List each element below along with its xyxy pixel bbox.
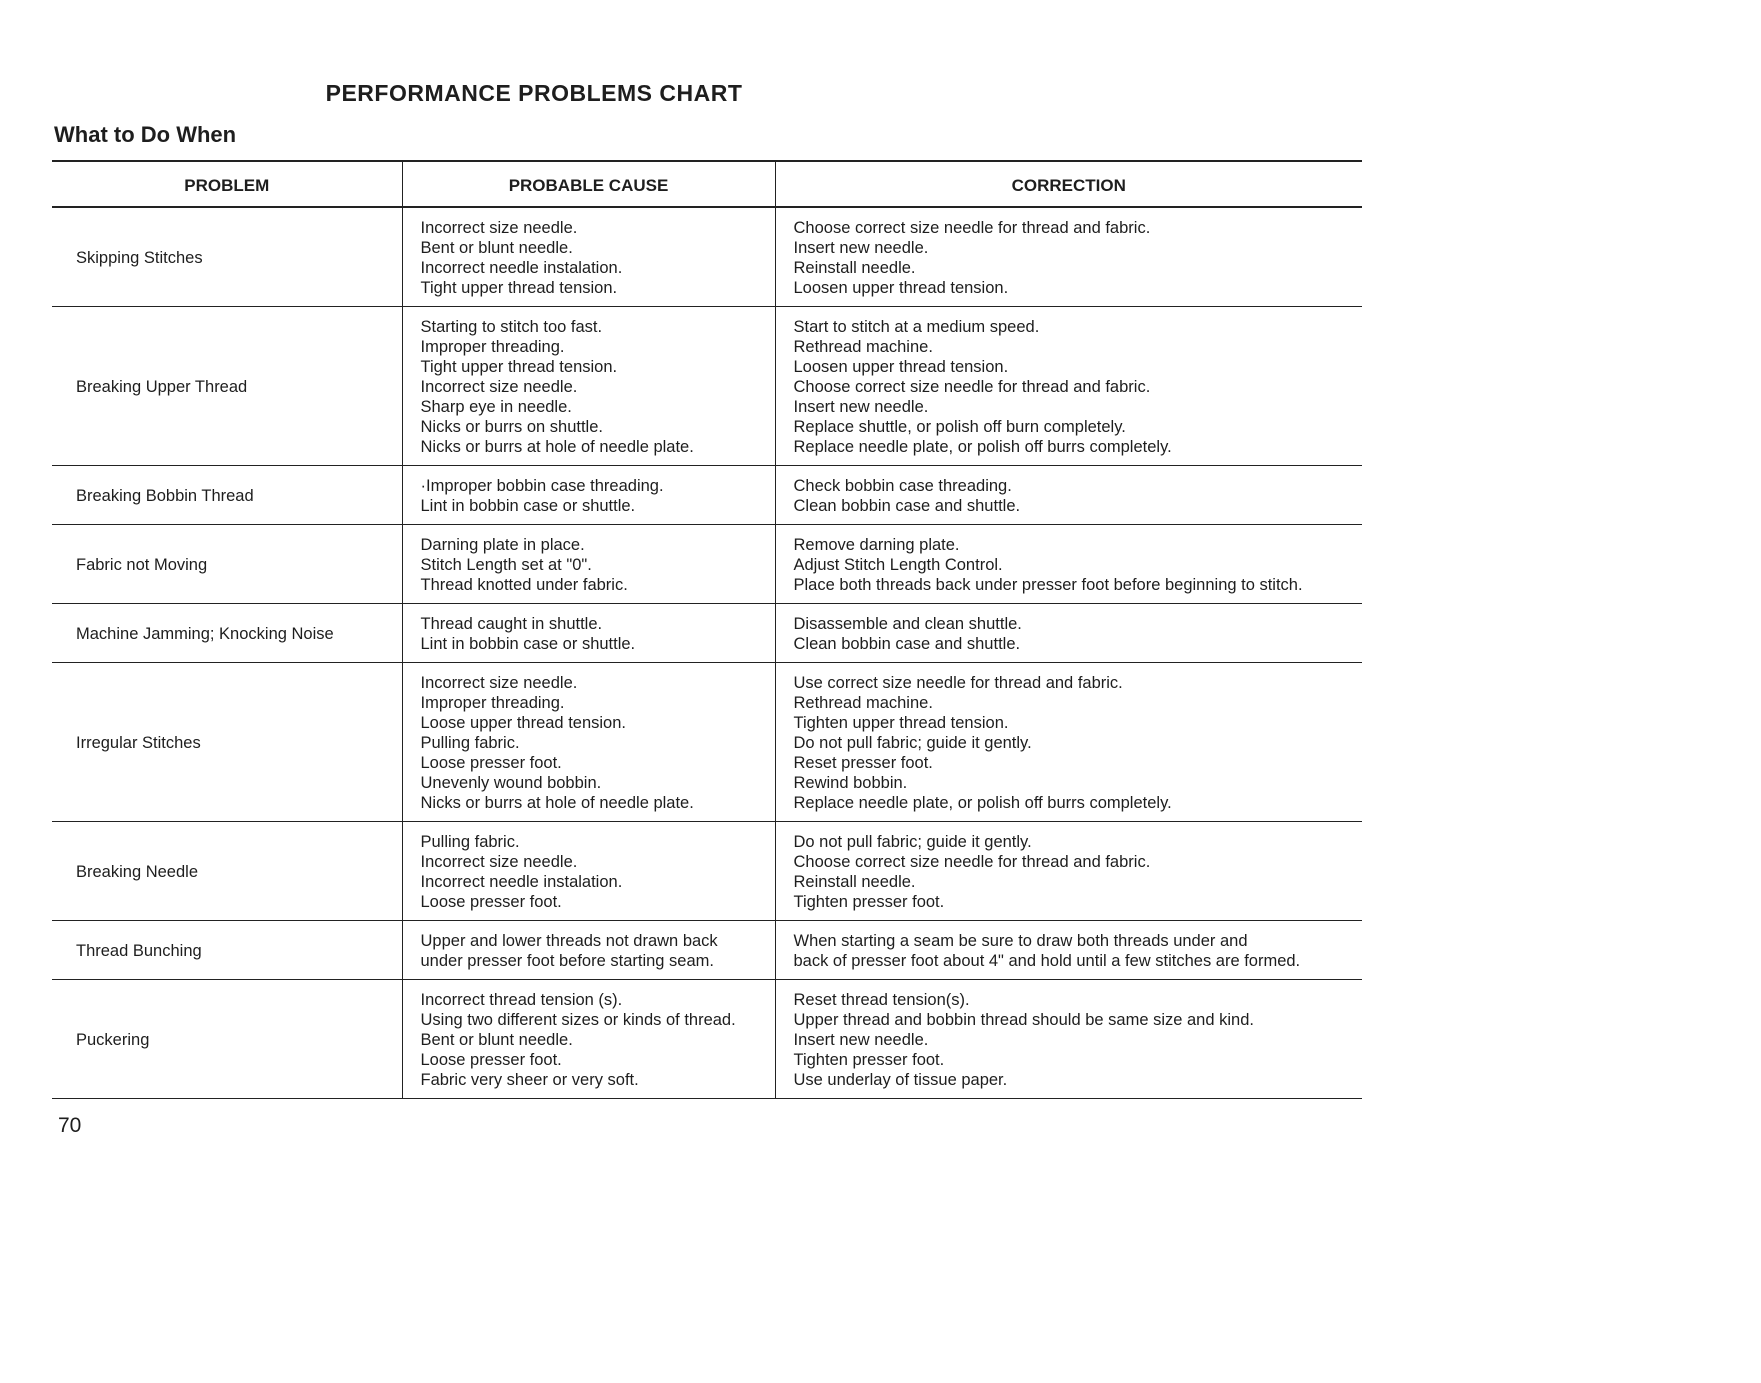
correction-line: Start to stitch at a medium speed. xyxy=(793,318,1040,336)
problem-cell: Machine Jamming; Knocking Noise xyxy=(52,604,402,663)
correction-line: Insert new needle. xyxy=(793,239,929,257)
cause-line: under presser foot before starting seam. xyxy=(420,952,714,970)
cause-line: Incorrect needle instalation. xyxy=(420,873,623,891)
table-row xyxy=(52,663,1362,822)
problem-cell: Puckering xyxy=(52,980,402,1099)
cause-line: Using two different sizes or kinds of thread. xyxy=(420,1011,736,1029)
correction-cell xyxy=(775,207,1362,307)
probable-cause-cell xyxy=(402,921,775,980)
cause-line: Incorrect size needle. xyxy=(420,674,578,692)
correction-line: Loosen upper thread tension. xyxy=(793,358,1009,376)
cause-line: Incorrect size needle. xyxy=(420,853,578,871)
cause-line: Loose upper thread tension. xyxy=(420,714,626,732)
problem-cell: Breaking Bobbin Thread xyxy=(52,466,402,525)
cause-line: ·Improper bobbin case threading. xyxy=(420,477,664,495)
correction-cell xyxy=(775,980,1362,1099)
page-number: 70 xyxy=(58,1114,82,1137)
correction-line: Choose correct size needle for thread and fabric. xyxy=(793,378,1151,396)
header-problem: PROBLEM xyxy=(52,161,402,207)
probable-cause-cell xyxy=(402,663,775,822)
cause-line: Loose presser foot. xyxy=(420,893,562,911)
correction-line: Reset thread tension(s). xyxy=(793,991,970,1009)
probable-cause-cell xyxy=(402,525,775,604)
correction-cell xyxy=(775,307,1362,466)
correction-line: Check bobbin case threading. xyxy=(793,477,1012,495)
correction-cell xyxy=(775,822,1362,921)
cause-line: Tight upper thread tension. xyxy=(420,279,618,297)
problem-cell: Skipping Stitches xyxy=(52,207,402,307)
probable-cause-cell xyxy=(402,466,775,525)
cause-line: Incorrect size needle. xyxy=(420,378,578,396)
correction-line: Tighten presser foot. xyxy=(793,893,945,911)
table-row xyxy=(52,604,1362,663)
correction-cell xyxy=(775,663,1362,822)
correction-line: Replace needle plate, or polish off burrs completely. xyxy=(793,438,1172,456)
correction-line: back of presser foot about 4" and hold until a few stitches are formed. xyxy=(793,952,1301,970)
correction-line: Place both threads back under presser foot before beginning to stitch. xyxy=(793,576,1303,594)
correction-line: Loosen upper thread tension. xyxy=(793,279,1009,297)
cause-line: Nicks or burrs at hole of needle plate. xyxy=(420,438,694,456)
correction-line: Reinstall needle. xyxy=(793,873,916,891)
cause-line: Unevenly wound bobbin. xyxy=(420,774,602,792)
table-row xyxy=(52,822,1362,921)
problem-cell: Irregular Stitches xyxy=(52,663,402,822)
table-row xyxy=(52,207,1362,307)
cause-line: Darning plate in place. xyxy=(420,536,585,554)
cause-line: Thread knotted under fabric. xyxy=(420,576,628,594)
table-row xyxy=(52,466,1362,525)
correction-cell xyxy=(775,604,1362,663)
correction-line: Choose correct size needle for thread and fabric. xyxy=(793,219,1151,237)
correction-line: Insert new needle. xyxy=(793,1031,929,1049)
cause-line: Incorrect needle instalation. xyxy=(420,259,623,277)
probable-cause-cell xyxy=(402,604,775,663)
correction-line: Disassemble and clean shuttle. xyxy=(793,615,1022,633)
cause-line: Incorrect thread tension (s). xyxy=(420,991,623,1009)
problem-cell: Thread Bunching xyxy=(52,921,402,980)
cause-line: Loose presser foot. xyxy=(420,754,562,772)
cause-line: Nicks or burrs at hole of needle plate. xyxy=(420,794,694,812)
cause-line: Lint in bobbin case or shuttle. xyxy=(420,635,636,653)
cause-line: Bent or blunt needle. xyxy=(420,1031,573,1049)
section-subtitle: What to Do When xyxy=(54,122,237,147)
correction-line: Use correct size needle for thread and fabric. xyxy=(793,674,1123,692)
probable-cause-cell xyxy=(402,307,775,466)
correction-line: Reset presser foot. xyxy=(793,754,933,772)
correction-line: Remove darning plate. xyxy=(793,536,960,554)
correction-line: When starting a seam be sure to draw both threads under and xyxy=(793,932,1248,950)
table-header-row xyxy=(52,161,1362,207)
cause-line: Nicks or burrs on shuttle. xyxy=(420,418,603,436)
cause-line: Loose presser foot. xyxy=(420,1051,562,1069)
correction-line: Choose correct size needle for thread and fabric. xyxy=(793,853,1151,871)
header-correction: CORRECTION xyxy=(775,161,1362,207)
correction-line: Do not pull fabric; guide it gently. xyxy=(793,734,1032,752)
cause-line: Stitch Length set at "0". xyxy=(420,556,592,574)
probable-cause-cell xyxy=(402,980,775,1099)
cause-line: Fabric very sheer or very soft. xyxy=(420,1071,639,1089)
problem-cell: Fabric not Moving xyxy=(52,525,402,604)
correction-line: Clean bobbin case and shuttle. xyxy=(793,635,1021,653)
probable-cause-cell xyxy=(402,207,775,307)
cause-line: Upper and lower threads not drawn back xyxy=(420,932,718,950)
table-row xyxy=(52,921,1362,980)
performance-problems-table xyxy=(52,160,1362,1099)
problem-cell: Breaking Needle xyxy=(52,822,402,921)
table-row xyxy=(52,525,1362,604)
correction-line: Upper thread and bobbin thread should be same size and kind. xyxy=(793,1011,1254,1029)
correction-line: Reinstall needle. xyxy=(793,259,916,277)
problem-cell: Breaking Upper Thread xyxy=(52,307,402,466)
correction-line: Tighten presser foot. xyxy=(793,1051,945,1069)
correction-line: Replace shuttle, or polish off burn completely. xyxy=(793,418,1126,436)
page-title: PERFORMANCE PROBLEMS CHART xyxy=(325,80,743,106)
correction-cell xyxy=(775,525,1362,604)
cause-line: Tight upper thread tension. xyxy=(420,358,618,376)
correction-line: Clean bobbin case and shuttle. xyxy=(793,497,1021,515)
cause-line: Pulling fabric. xyxy=(420,833,520,851)
correction-line: Adjust Stitch Length Control. xyxy=(793,556,1003,574)
cause-line: Incorrect size needle. xyxy=(420,219,578,237)
cause-line: Sharp eye in needle. xyxy=(420,398,572,416)
correction-line: Rewind bobbin. xyxy=(793,774,908,792)
correction-line: Use underlay of tissue paper. xyxy=(793,1071,1008,1089)
correction-line: Insert new needle. xyxy=(793,398,929,416)
cause-line: Pulling fabric. xyxy=(420,734,520,752)
table-row xyxy=(52,980,1362,1099)
correction-cell xyxy=(775,466,1362,525)
probable-cause-cell xyxy=(402,822,775,921)
cause-line: Improper threading. xyxy=(420,694,565,712)
correction-line: Replace needle plate, or polish off burrs completely. xyxy=(793,794,1172,812)
correction-line: Rethread machine. xyxy=(793,694,933,712)
cause-line: Thread caught in shuttle. xyxy=(420,615,603,633)
cause-line: Starting to stitch too fast. xyxy=(420,318,603,336)
cause-line: Improper threading. xyxy=(420,338,565,356)
cause-line: Lint in bobbin case or shuttle. xyxy=(420,497,636,515)
correction-line: Do not pull fabric; guide it gently. xyxy=(793,833,1032,851)
table-row xyxy=(52,307,1362,466)
correction-cell xyxy=(775,921,1362,980)
correction-line: Tighten upper thread tension. xyxy=(793,714,1009,732)
correction-line: Rethread machine. xyxy=(793,338,933,356)
header-probable-cause: PROBABLE CAUSE xyxy=(402,161,775,207)
cause-line: Bent or blunt needle. xyxy=(420,239,573,257)
